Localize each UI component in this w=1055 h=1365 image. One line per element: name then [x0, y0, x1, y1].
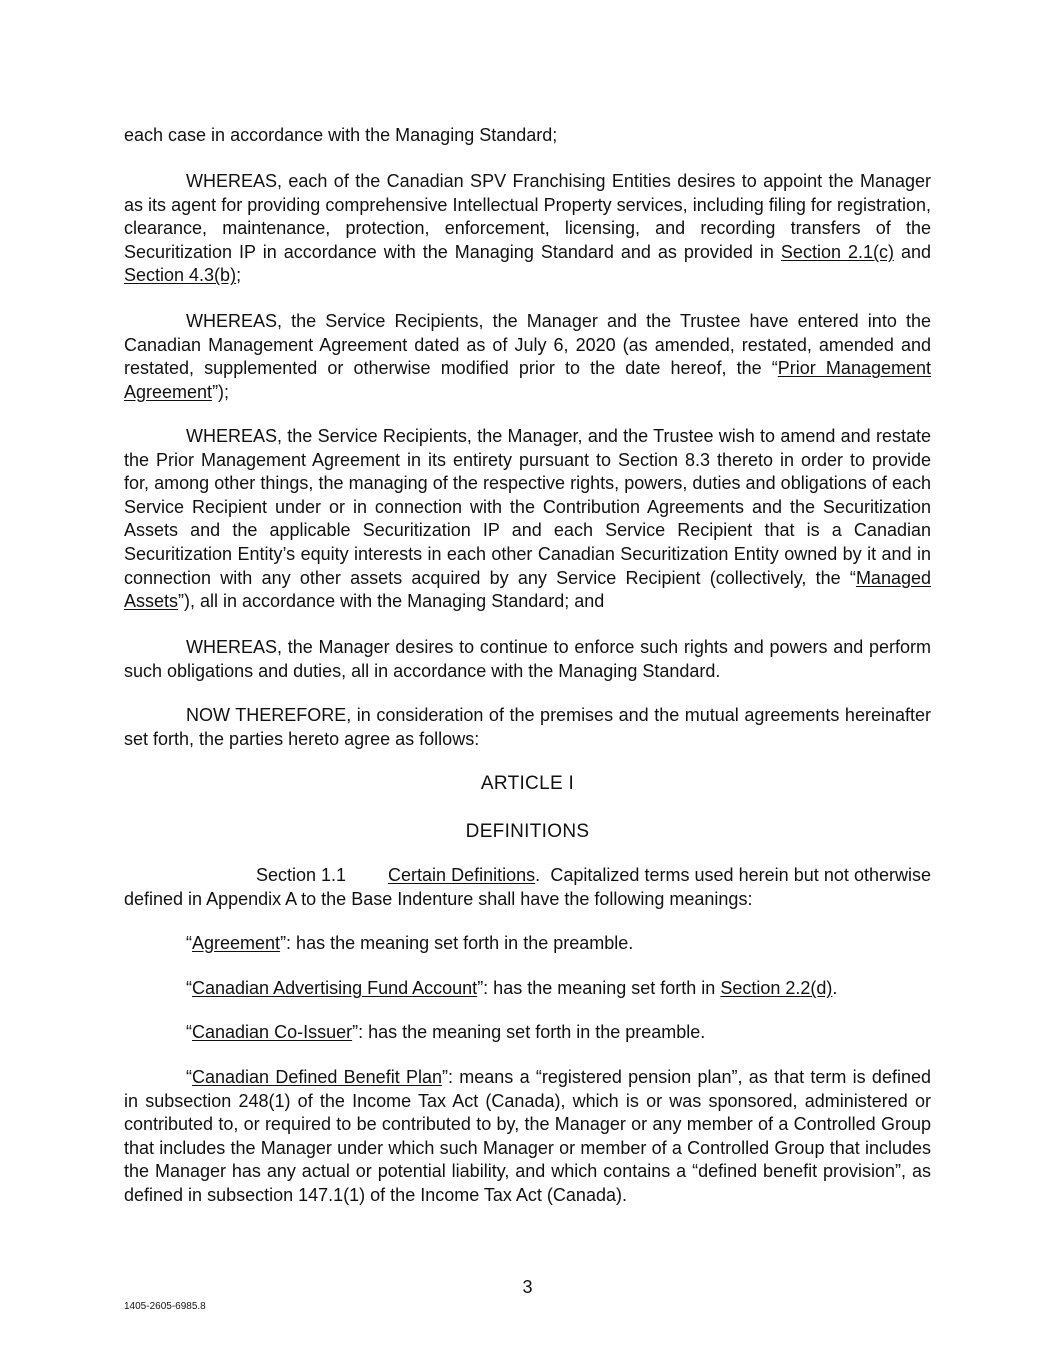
- paragraph-continuation: [124, 124, 931, 148]
- whereas-paragraph-2: [124, 310, 931, 404]
- paragraph-text: WHEREAS, the Service Recipients, the Manager, and the Trustee wish to amend and restate the Prior Management Agreement in its entirety pursuant to Section 8.3 thereto in order to provide for, among other things, the managing of the respective rights, powers, duties and obligations of each Service Recipient under or in connection with the Contribution Agreements and the Securitization Assets and the applicable Securitization IP and each Service Recipient that is a Canadian Securitization Entity’s equity interests in each other Canadian Securitization Entity owned by it and in connection with any other assets acquired by any Service Recipient (collectively, the “: [124, 426, 931, 588]
- paragraph-text: and: [893, 241, 931, 262]
- definition-text: ”: has the meaning set forth in: [477, 978, 721, 998]
- defined-term: Prior Management Agreement: [124, 358, 931, 402]
- section-reference[interactable]: Section 2.2(d): [720, 978, 833, 998]
- definition-text: .: [832, 978, 838, 998]
- defined-term: Managed Assets: [124, 567, 931, 612]
- paragraph-text: NOW THEREFORE, in consideration of the premises and the mutual agreements hereinafter set forth, the parties hereto agree as follows:: [124, 705, 931, 749]
- article-heading: ARTICLE I: [480, 773, 575, 794]
- paragraph-text: Capitalized terms used herein but not otherwise defined in Appendix A to the Base Indenture shall have the following meanings:: [124, 865, 937, 909]
- paragraph-text: each case in accordance with the Managing Standard;: [124, 125, 558, 145]
- defined-term: Canadian Advertising Fund Account: [192, 978, 478, 998]
- definition-defined-benefit-plan: [124, 1066, 931, 1208]
- definition-text: ”: has the meaning set forth in the preamble.: [280, 933, 634, 953]
- quote-mark: “: [186, 1022, 192, 1042]
- paragraph-text: ;: [236, 265, 242, 286]
- page-number: 3: [522, 1277, 533, 1297]
- definition-text: ”: has the meaning set forth in the preamble.: [352, 1022, 706, 1042]
- paragraph-text: WHEREAS, the Manager desires to continue to enforce such rights and powers and perform such obligations and duties, all in accordance with the Managing Standard.: [124, 637, 931, 681]
- quote-mark: “: [186, 978, 192, 998]
- whereas-paragraph-4: [124, 636, 931, 683]
- definition-text: ”: means a “registered pension plan”, as that term is defined in subsection 248(1) of the Income Tax Act (Canada), which is or was sponsored, administered or contributed to, or required to be contributed to by, the Manager or any member of a Controlled Group that includes the Manager under which such Manager or member of a Controlled Group that includes the Manager has any actual or potential liability, and which contains a “defined benefit provision”, as defined in subsection 147.1(1) of the Income Tax Act (Canada).: [124, 1067, 931, 1205]
- now-therefore-paragraph: [124, 704, 931, 751]
- document-id: 1405-2605-6985.8: [124, 1301, 206, 1312]
- quote-mark: “: [186, 933, 192, 953]
- paragraph-text: WHEREAS, each of the Canadian SPV Franchising Entities desires to appoint the Manager as its agent for providing comprehensive Intellectual Property services, including filing for registration, clearance, maintenance, protection, enforcement, licensing, and recording transfers of the Securitization IP in accordance with the Managing Standard and as provided in: [124, 171, 931, 262]
- definition-advertising-fund-account: [124, 977, 931, 1001]
- defined-term: Canadian Co-Issuer: [192, 1022, 353, 1042]
- section-label: Section 1.1: [256, 865, 347, 885]
- paragraph-text: ”), all in accordance with the Managing Standard; and: [178, 591, 605, 612]
- section-paragraph: [124, 864, 937, 911]
- whereas-paragraph-1: [124, 170, 931, 288]
- definition-agreement: [124, 932, 931, 956]
- section-reference[interactable]: Section 2.1(c): [780, 241, 894, 262]
- quote-mark: “: [186, 1067, 192, 1087]
- paragraph-text: .: [535, 865, 541, 885]
- paragraph-text: ”);: [212, 381, 230, 402]
- definition-co-issuer: [124, 1021, 931, 1045]
- defined-term: Agreement: [192, 933, 281, 953]
- whereas-paragraph-3: [124, 425, 931, 614]
- section-title: Certain Definitions: [388, 865, 536, 885]
- section-reference[interactable]: Section 4.3(b): [124, 265, 237, 286]
- paragraph-text: WHEREAS, the Service Recipients, the Manager and the Trustee have entered into the Canadian Management Agreement dated as of July 6, 2020 (as amended, restated, amended and restated, supplemented or otherwise modified prior to the date hereof, the “: [124, 311, 931, 379]
- defined-term: Canadian Defined Benefit Plan: [192, 1067, 442, 1087]
- article-title: DEFINITIONS: [465, 821, 590, 842]
